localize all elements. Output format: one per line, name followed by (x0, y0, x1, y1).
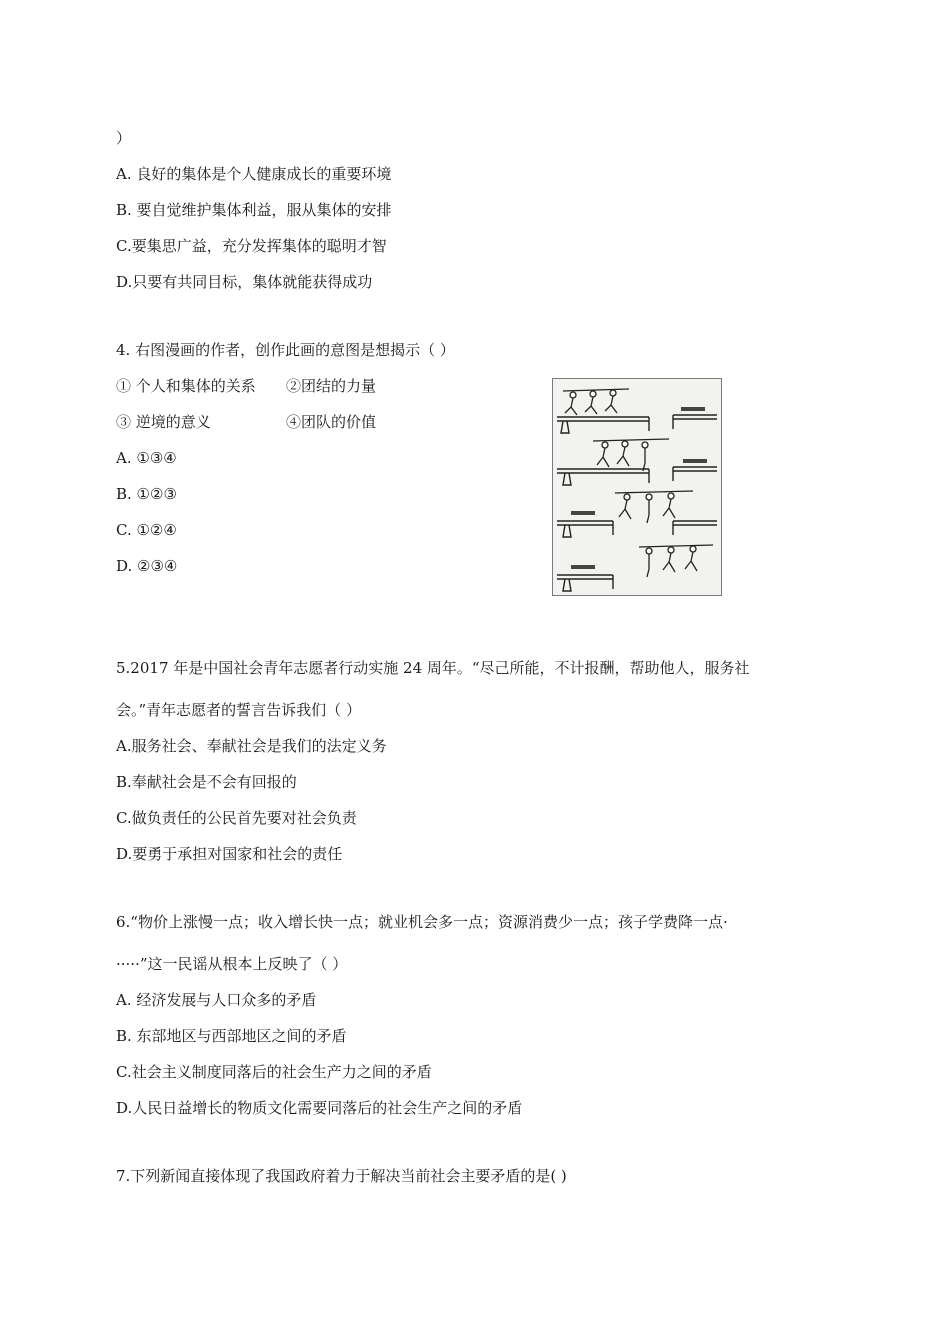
q4-stem: 4. 右图漫画的作者，创作此画的意图是想揭示（ ） (116, 341, 455, 359)
q3-option-c[interactable]: C.要集思广益，充分发挥集体的聪明才智 (116, 237, 387, 255)
q5-stem-line1: 5.2017 年是中国社会青年志愿者行动实施 24 周年。“尽己所能，不计报酬，帮助他人，服务社 (116, 659, 750, 677)
q4-option-d[interactable]: D. ②③④ (116, 557, 178, 575)
q6-option-c[interactable]: C.社会主义制度同落后的社会生产力之间的矛盾 (116, 1063, 432, 1081)
q6-option-b[interactable]: B. 东部地区与西部地区之间的矛盾 (116, 1027, 347, 1045)
q6-stem-line1: 6.“物价上涨慢一点；收入增长快一点；就业机会多一点；资源消费少一点；孩子学费降一点· (116, 913, 728, 931)
q5-option-c[interactable]: C.做负责任的公民首先要对社会负责 (116, 809, 357, 827)
q4-statement-2: ②团结的力量 (286, 377, 377, 395)
q3-option-d[interactable]: D.只要有共同目标，集体就能获得成功 (116, 273, 373, 291)
comic-illustration (552, 378, 722, 596)
q4-option-a[interactable]: A. ①③④ (116, 449, 177, 467)
q6-option-a[interactable]: A. 经济发展与人口众多的矛盾 (116, 991, 317, 1009)
q4-statement-3: ③ 逆境的意义 (116, 413, 211, 431)
q3-option-b[interactable]: B. 要自觉维护集体利益，服从集体的安排 (116, 201, 392, 219)
q4-option-b[interactable]: B. ①②③ (116, 485, 177, 503)
q3-stem-tail: ） (116, 129, 132, 147)
q4-statement-1: ① 个人和集体的关系 (116, 377, 256, 395)
q5-option-a[interactable]: A.服务社会、奉献社会是我们的法定义务 (116, 737, 387, 755)
comic-drawing (553, 379, 721, 595)
q4-option-c[interactable]: C. ①②④ (116, 521, 177, 539)
q6-option-d[interactable]: D.人民日益增长的物质文化需要同落后的社会生产之间的矛盾 (116, 1099, 523, 1117)
q7-stem: 7.下列新闻直接体现了我国政府着力于解决当前社会主要矛盾的是( ) (116, 1167, 567, 1185)
q3-option-a[interactable]: A. 良好的集体是个人健康成长的重要环境 (116, 165, 392, 183)
q4-statement-4: ④团队的价值 (286, 413, 377, 431)
q5-option-b[interactable]: B.奉献社会是不会有回报的 (116, 773, 297, 791)
q5-option-d[interactable]: D.要勇于承担对国家和社会的责任 (116, 845, 343, 863)
q6-stem-line2: ·····”这一民谣从根本上反映了（ ） (116, 955, 348, 973)
q5-stem-line2: 会。”青年志愿者的誓言告诉我们（ ） (116, 701, 361, 719)
